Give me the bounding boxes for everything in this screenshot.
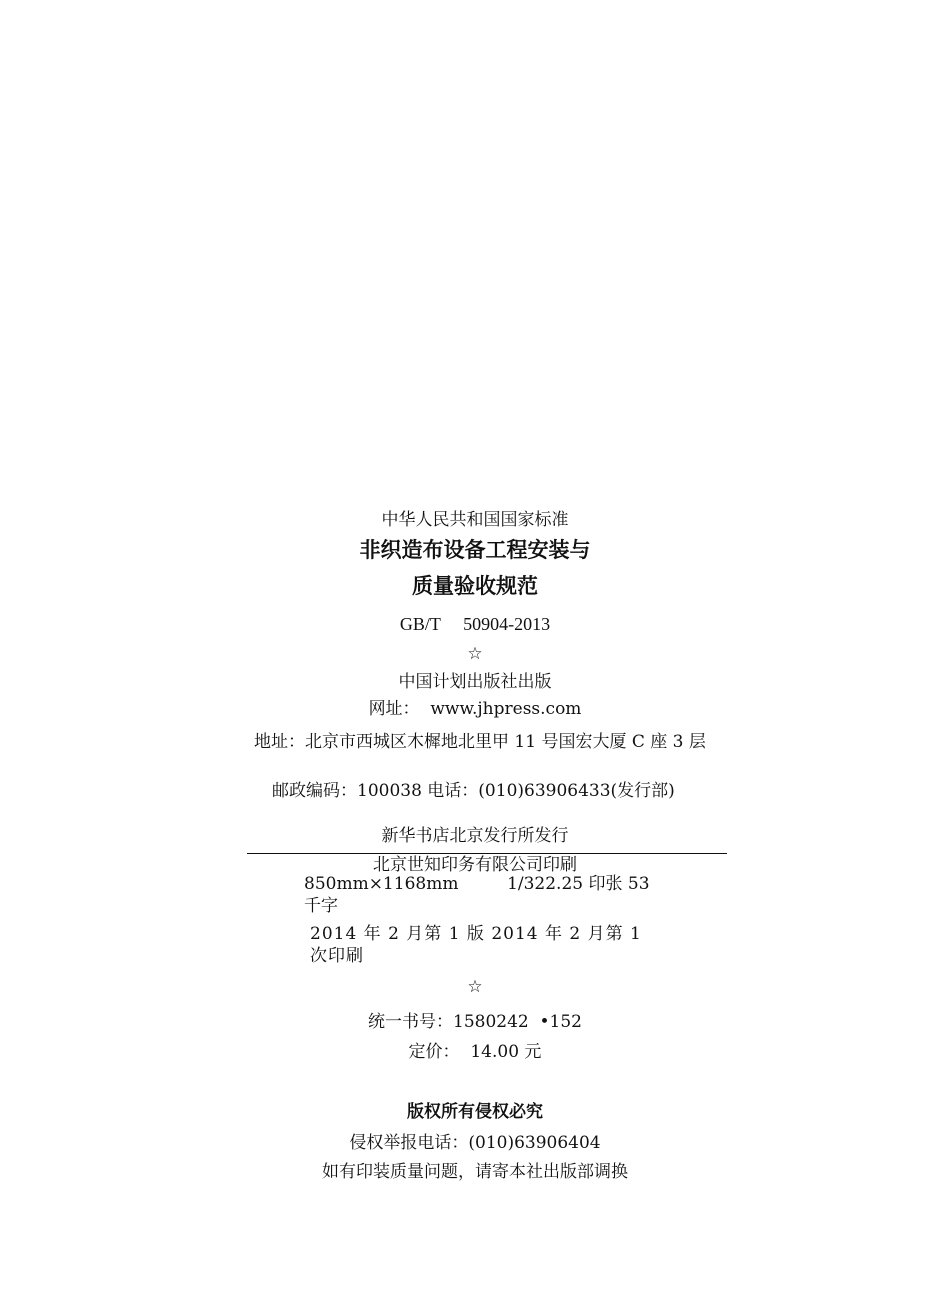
printer: 北京世知印务有限公司印刷	[373, 855, 577, 875]
publisher: 中国计划出版社出版	[398, 672, 552, 692]
divider-rule	[247, 853, 727, 854]
address: 地址：北京市西城区木樨地北里甲 11 号国宏大厦 C 座 3 层	[254, 732, 706, 752]
star-divider-icon: ☆	[467, 644, 483, 664]
star-divider-icon: ☆	[467, 977, 483, 997]
distributor: 新华书店北京发行所发行	[381, 826, 569, 846]
price: 定价： 14.00 元	[408, 1042, 542, 1062]
rights-statement: 版权所有侵权必究	[407, 1102, 543, 1122]
standard-series: 中华人民共和国国家标准	[381, 510, 569, 530]
title-line-2: 质量验收规范	[412, 574, 538, 598]
report-phone: 侵权举报电话：(010)63906404	[349, 1133, 601, 1153]
postal-phone: 邮政编码：100038 电话：(010)63906433(发行部)	[272, 781, 675, 801]
website: 网址： www.jhpress.com	[368, 699, 582, 719]
format-info: 850mm×1168mm 1/322.25 印张 53 千字	[304, 874, 655, 916]
edition-info: 2014 年 2 月第 1 版 2014 年 2 月第 1 次印刷	[310, 924, 642, 966]
exchange-note: 如有印装质量问题，请寄本社出版部调换	[322, 1162, 628, 1182]
book-number: 统一书号：1580242 •152	[368, 1012, 582, 1032]
standard-code: GB/T 50904-2013	[399, 614, 551, 634]
title-line-1: 非织造布设备工程安装与	[359, 538, 591, 562]
